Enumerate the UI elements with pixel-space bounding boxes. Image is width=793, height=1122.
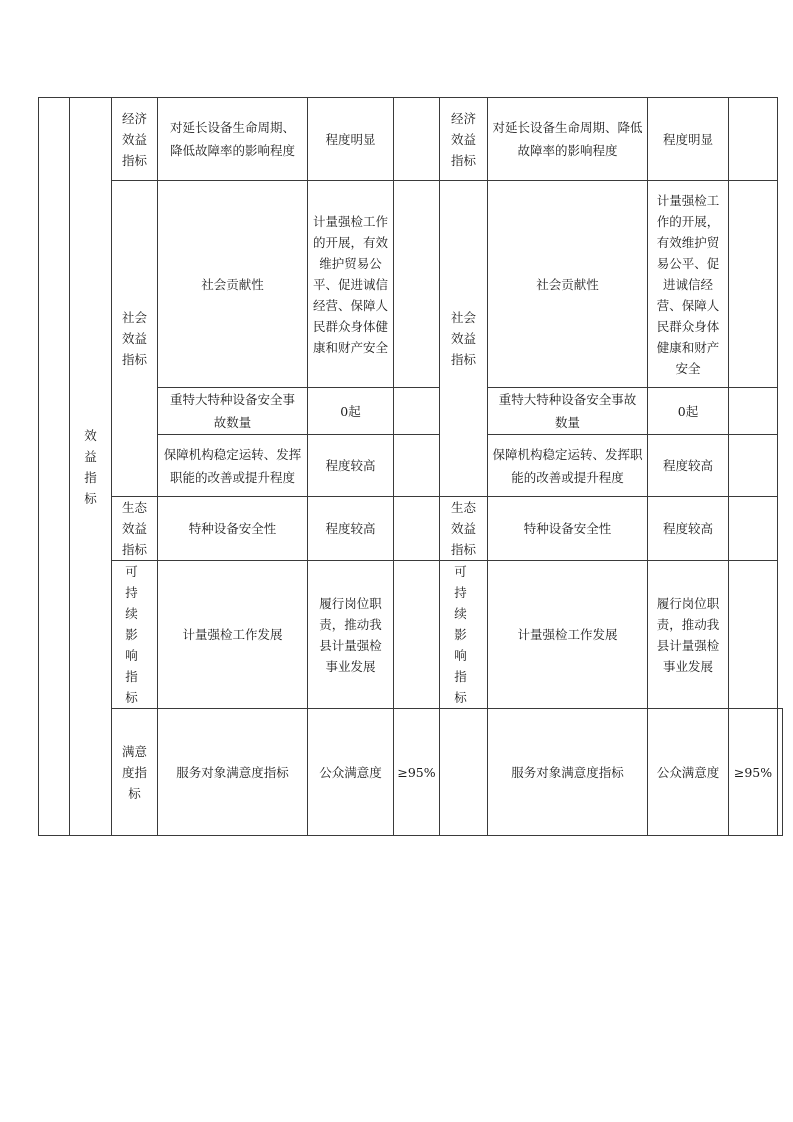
blank-cell	[394, 561, 440, 709]
social-indicator-right: 社会贡献性	[488, 181, 648, 388]
sustain-value-left: 履行岗位职责，推动我县计量强检事业发展	[308, 561, 394, 709]
blank-cell	[39, 98, 70, 836]
blank-cell	[729, 497, 778, 561]
outer-category-cell: 效益指标	[70, 98, 112, 836]
econ-value-left: 程度明显	[308, 98, 394, 181]
service-category-right: 服务对象满意度指标	[488, 709, 648, 836]
sustain-indicator-left: 计量强检工作发展	[158, 561, 308, 709]
service-indicator-right: 公众满意度	[648, 709, 729, 836]
performance-indicator-table	[38, 97, 783, 836]
sustain-category-right: 可持续影响指标	[440, 561, 488, 709]
sustain-category-left: 可持续影响指标	[112, 561, 158, 709]
accident-indicator-right: 重特大特种设备安全事故数量	[488, 388, 648, 435]
table-row	[39, 98, 783, 181]
table-row	[39, 181, 783, 388]
blank-cell	[729, 98, 778, 181]
social-value-left: 计量强检工作的开展，有效维护贸易公平、促进诚信经营、保障人民群众身体健康和财产安全	[308, 181, 394, 388]
stability-value-left: 程度较高	[308, 435, 394, 497]
table-row	[39, 561, 783, 709]
accident-indicator-left: 重特大特种设备安全事故数量	[158, 388, 308, 435]
accident-value-right: 0起	[648, 388, 729, 435]
blank-cell	[394, 497, 440, 561]
blank-cell	[778, 709, 783, 836]
econ-indicator-left: 对延长设备生命周期、降低故障率的影响程度	[158, 98, 308, 181]
blank-cell	[394, 388, 440, 435]
sustain-indicator-right: 计量强检工作发展	[488, 561, 648, 709]
social-value-right: 计量强检工作的开展，有效维护贸易公平、促进诚信经营、保障人民群众身体健康和财产安全	[648, 181, 729, 388]
table-row	[39, 497, 783, 561]
blank-cell	[394, 435, 440, 497]
satisfaction-category-cell: 满意度指标	[112, 709, 158, 836]
sustain-value-right: 履行岗位职责，推动我县计量强检事业发展	[648, 561, 729, 709]
social-indicator-left: 社会贡献性	[158, 181, 308, 388]
eco-value-right: 程度较高	[648, 497, 729, 561]
service-value-left: ≥95%	[394, 709, 440, 836]
blank-cell	[394, 181, 440, 388]
blank-cell	[729, 181, 778, 388]
eco-category-left: 生态效益指标	[112, 497, 158, 561]
blank-cell	[729, 435, 778, 497]
econ-value-right: 程度明显	[648, 98, 729, 181]
eco-indicator-right: 特种设备安全性	[488, 497, 648, 561]
blank-cell	[729, 388, 778, 435]
eco-value-left: 程度较高	[308, 497, 394, 561]
econ-indicator-right: 对延长设备生命周期、降低故障率的影响程度	[488, 98, 648, 181]
service-indicator-left: 公众满意度	[308, 709, 394, 836]
social-category-right: 社会效益指标	[440, 181, 488, 497]
social-category-left: 社会效益指标	[112, 181, 158, 497]
stability-indicator-left: 保障机构稳定运转、发挥职能的改善或提升程度	[158, 435, 308, 497]
service-value-right: ≥95%	[729, 709, 778, 836]
service-category-left: 服务对象满意度指标	[158, 709, 308, 836]
table-row	[39, 709, 783, 836]
stability-indicator-right: 保障机构稳定运转、发挥职能的改善或提升程度	[488, 435, 648, 497]
accident-value-left: 0起	[308, 388, 394, 435]
econ-category-right: 经济效益指标	[440, 98, 488, 181]
stability-value-right: 程度较高	[648, 435, 729, 497]
blank-cell	[440, 709, 488, 836]
eco-category-right: 生态效益指标	[440, 497, 488, 561]
eco-indicator-left: 特种设备安全性	[158, 497, 308, 561]
blank-cell	[729, 561, 778, 709]
econ-category-left: 经济效益指标	[112, 98, 158, 181]
blank-cell	[394, 98, 440, 181]
